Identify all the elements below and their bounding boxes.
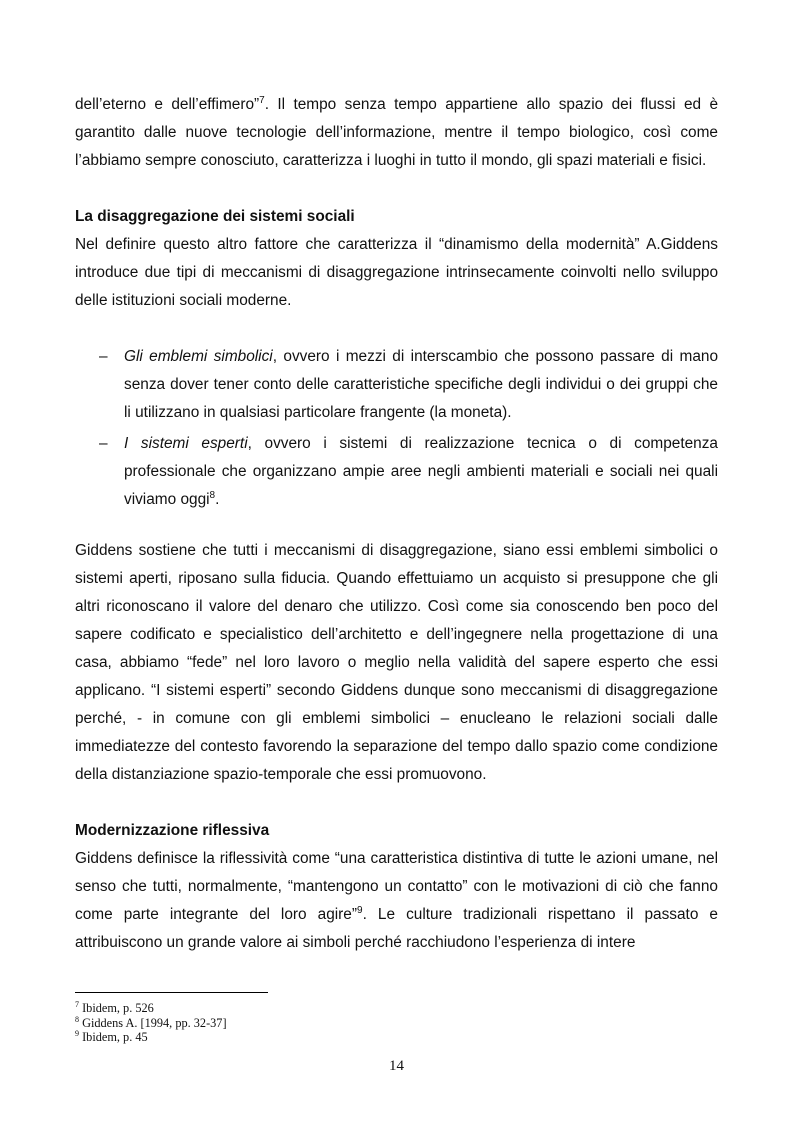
- list-item: [75, 430, 718, 514]
- paragraph-section1-intro: Nel definire questo altro fattore che caratterizza il “dinamismo della modernità” A.Giddens introduce due tipi di meccanismi di disaggregazione intrinsecamente coinvolti nello sviluppo delle istituzioni sociali moderne.: [75, 236, 718, 309]
- footnote-item: [75, 1030, 227, 1045]
- footnote-number: 9: [75, 1029, 79, 1039]
- paragraph-text: Giddens definisce la riflessività come “una caratteristica distintiva di tutte le azioni umane, nel senso che tutti, normalmente, “mantengono un contatto” con le motivazioni di ciò che fanno come parte integrante del loro agire”: [75, 850, 718, 923]
- footnote-ref-8[interactable]: 8: [209, 489, 216, 501]
- page-body: [75, 91, 718, 957]
- footnote-ref-7[interactable]: 7: [259, 94, 265, 106]
- paragraph-text: dell’eterno e dell’effimero”: [75, 96, 260, 113]
- footnote-divider: [75, 992, 268, 993]
- list-item-text: , ovvero i sistemi di realizzazione tecnica o di competenza professionale che organizzano ampie aree negli ambienti materiali e sociali nei quali viviamo oggi: [124, 435, 718, 508]
- footnotes: [75, 1001, 227, 1045]
- footnote-text: Giddens A. [1994, pp. 32-37]: [79, 1015, 227, 1030]
- paragraph-riflessivita: [75, 845, 718, 957]
- footnote-item: [75, 1001, 227, 1016]
- section-heading-modernizzazione: Modernizzazione riflessiva: [75, 822, 270, 839]
- footnote-ref-9[interactable]: 9: [357, 904, 363, 916]
- term-sistemi-esperti: I sistemi esperti: [124, 435, 248, 452]
- spacer: [75, 789, 718, 817]
- spacer: [75, 517, 718, 537]
- paragraph-intro: [75, 91, 718, 175]
- paragraph-text: . Il tempo senza tempo appartiene allo spazio dei flussi ed è garantito dalle nuove tecnologie dell’informazione, mentre il tempo biologico, così come l’abbiamo sempre conosciuto, caratterizza i luoghi in tutto il mondo, gli spazi materiali e fisici.: [75, 96, 719, 169]
- footnote-number: 8: [75, 1014, 79, 1024]
- bullet-list: [75, 343, 718, 514]
- footnote-number: 7: [75, 999, 79, 1009]
- spacer: [75, 175, 718, 203]
- list-item-text: , ovvero i mezzi di interscambio che possono passare di mano senza dover tener conto delle caratteristiche specifiche degli individui o dei gruppi che li utilizzano in qualsiasi particolare frangente (la moneta).: [124, 348, 719, 421]
- section-heading-disaggregazione: La disaggregazione dei sistemi sociali: [75, 208, 355, 225]
- footnote-text: Ibidem, p. 45: [79, 1030, 148, 1045]
- footnote-item: [75, 1016, 227, 1031]
- dash-marker: –: [99, 348, 108, 365]
- page-number: 14: [389, 1058, 404, 1074]
- list-item-text: .: [215, 491, 220, 508]
- footnote-text: Ibidem, p. 526: [79, 1001, 154, 1015]
- paragraph-giddens-fiducia: Giddens sostiene che tutti i meccanismi di disaggregazione, siano essi emblemi simbolici o sistemi aperti, riposano sulla fiducia. Quando effettuiamo un acquisto si presuppone che gli altri riconoscano il valore del denaro che utilizzo. Così come sia conoscendo ben poco del sapere codificato e specialistico dell’architetto e dell’ingegnere nella progettazione di una casa, abbiamo “fede” nel loro lavoro o meglio nella validità del sapere esperto che essi applicano. “I sistemi esperti” secondo Giddens dunque sono meccanismi di disaggregazione perché, - in comune con gli emblemi simbolici – enucleano le relazioni sociali dalle immediatezze del contesto favorendo la separazione del tempo dallo spazio come condizione della distanziazione spazio-temporale che essi promuovono.: [75, 542, 718, 783]
- dash-marker: –: [99, 435, 108, 452]
- list-item: [75, 343, 718, 427]
- term-emblemi: Gli emblemi simbolici: [124, 348, 273, 365]
- paragraph-text: . Le culture tradizionali rispettano il passato e attribuiscono un grande valore ai simboli perché racchiudono l’esperienza di intere: [75, 906, 718, 951]
- spacer: [75, 315, 718, 343]
